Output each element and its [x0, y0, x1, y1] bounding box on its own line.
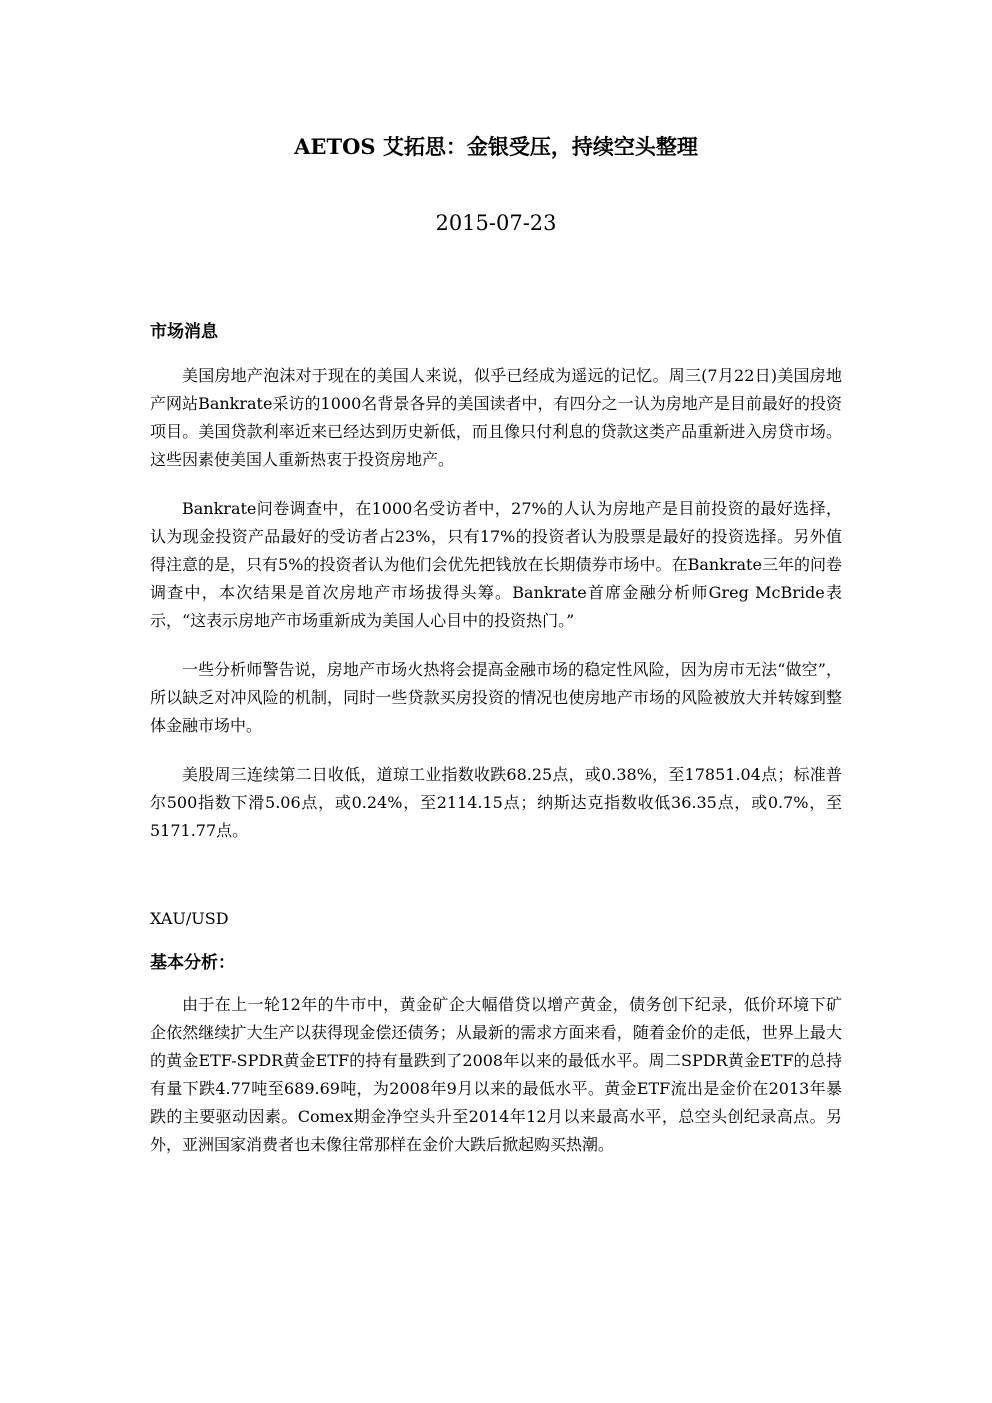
document-date: 2015-07-23 — [435, 211, 557, 235]
market-paragraph-1: 美国房地产泡沫对于现在的美国人来说，似乎已经成为遥远的记忆。周三(7月22日)美国房地产网站Bankrate采访的1000名背景各异的美国读者中，有四分之一认为房地产是目前最好的投资项目。美国贷款利率近来已经达到历史新低，而且像只付利息的贷款这类产品重新进入房贷市场。这些因素使美国人重新热衷于投资房地产。 — [150, 366, 842, 469]
instrument-label-xau-usd: XAU/USD — [150, 909, 229, 928]
xau-paragraph-1: 由于在上一轮12年的牛市中，黄金矿企大幅借贷以增产黄金，债务创下纪录，低价环境下矿企依然继续扩大生产以获得现金偿还债务；从最新的需求方面来看，随着金价的走低，世界上最大的黄金ETF-SPDR黄金ETF的持有量跌到了2008年以来的最低水平。周二SPDR黄金ETF的总持有量下跌4.77吨至689.69吨，为2008年9月以来的最低水平。黄金ETF流出是金价在2013年暴跌的主要驱动因素。Comex期金净空头升至2014年12月以来最高水平，总空头创纪录高点。另外，亚洲国家消费者也未像往常那样在金价大跌后掀起购买热潮。 — [150, 995, 842, 1154]
document-body — [150, 318, 842, 1180]
market-paragraph-4: 美股周三连续第二日收低，道琼工业指数收跌68.25点，或0.38%，至17851.04点；标准普尔500指数下滑5.06点，或0.24%，至2114.15点；纳斯达克指数收低36.35点，或0.7%，至5171.77点。 — [150, 765, 842, 840]
market-paragraph-3: 一些分析师警告说，房地产市场火热将会提高金融市场的稳定性风险，因为房市无法“做空”，所以缺乏对冲风险的机制，同时一些贷款买房投资的情况也使房地产市场的风险被放大并转嫁到整体金融市场中。 — [150, 660, 842, 735]
market-paragraph-2: Bankrate问卷调查中，在1000名受访者中，27%的人认为房地产是目前投资的最好选择，认为现金投资产品最好的受访者占23%，只有17%的投资者认为股票是最好的投资选择。另外值得注意的是，只有5%的投资者认为他们会优先把钱放在长期债券市场中。在Bankrate三年的问卷调查中，本次结果是首次房地产市场拔得头筹。Bankrate首席金融分析师Greg McBride表示，“这表示房地产市场重新成为美国人心目中的投资热门。” — [150, 499, 842, 630]
section-heading-market-news: 市场消息 — [150, 322, 218, 342]
document-title: AETOS 艾拓思：金银受压，持续空头整理 — [294, 134, 698, 159]
section-heading-fundamental-analysis: 基本分析： — [150, 953, 235, 973]
